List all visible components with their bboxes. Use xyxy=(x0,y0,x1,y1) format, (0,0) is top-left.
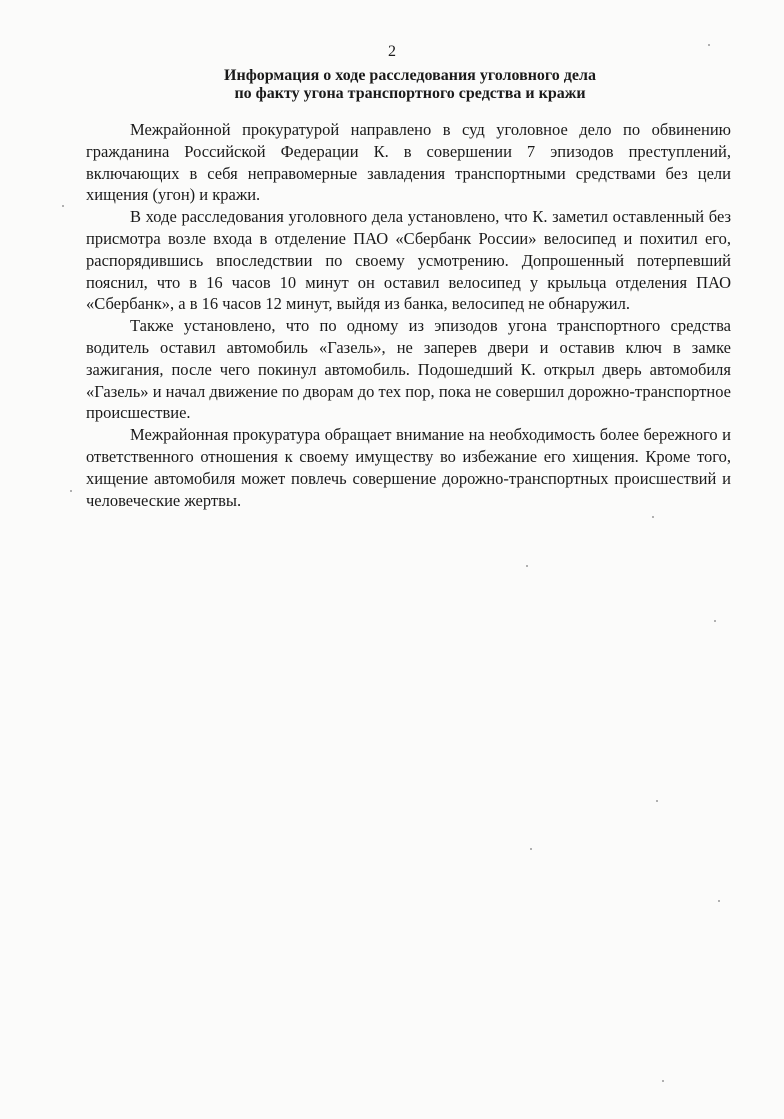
scan-speck xyxy=(708,44,710,46)
title-line-1: Информация о ходе расследования уголовного дела xyxy=(224,67,596,84)
paragraph-1: Межрайонной прокуратурой направлено в суд уголовное дело по обвинению гражданина Российской Федерации К. в совершении 7 эпизодов преступлений, включающих в себя неправомерные завладения транспортными средствами без цели хищения (угон) и кражи. xyxy=(86,120,731,205)
paragraph-4: Межрайонная прокуратура обращает внимание на необходимость более бережного и ответственного отношения к своему имуществу во избежание его хищения. Кроме того, хищение автомобиля может повлечь совершение дорожно-транспортных происшествий и человеческие жертвы. xyxy=(86,425,731,510)
scan-speck xyxy=(652,516,654,518)
paragraph-2: В ходе расследования уголовного дела установлено, что К. заметил оставленный без присмотра возле входа в отделение ПАО «Сбербанк России» велосипед и похитил его, распорядившись впоследствии по своему усмотрению. Допрошенный потерпевший пояснил, что в 16 часов 10 минут он оставил велосипед у крыльца отделения ПАО «Сбербанк», а в 16 часов 12 минут, выйдя из банка, велосипед не обнаружил. xyxy=(86,207,731,314)
document-title xyxy=(90,67,730,103)
scan-speck xyxy=(662,1080,664,1082)
scan-speck xyxy=(718,900,720,902)
scan-speck xyxy=(62,205,64,207)
scan-speck xyxy=(526,565,528,567)
paragraph-3: Также установлено, что по одному из эпизодов угона транспортного средства водитель оставил автомобиль «Газель», не заперев двери и оставив ключ в замке зажигания, после чего покинул автомобиль. Подошедший К. открыл дверь автомобиля «Газель» и начал движение по дворам до тех пор, пока не совершил дорожно-транспортное происшествие. xyxy=(86,316,731,423)
scan-speck xyxy=(70,490,72,492)
scan-speck xyxy=(656,800,658,802)
document-body xyxy=(86,119,731,511)
title-line-2: по факту угона транспортного средства и кражи xyxy=(234,85,586,102)
page-number: 2 xyxy=(388,43,396,60)
scan-speck xyxy=(714,620,716,622)
scan-speck xyxy=(530,848,532,850)
